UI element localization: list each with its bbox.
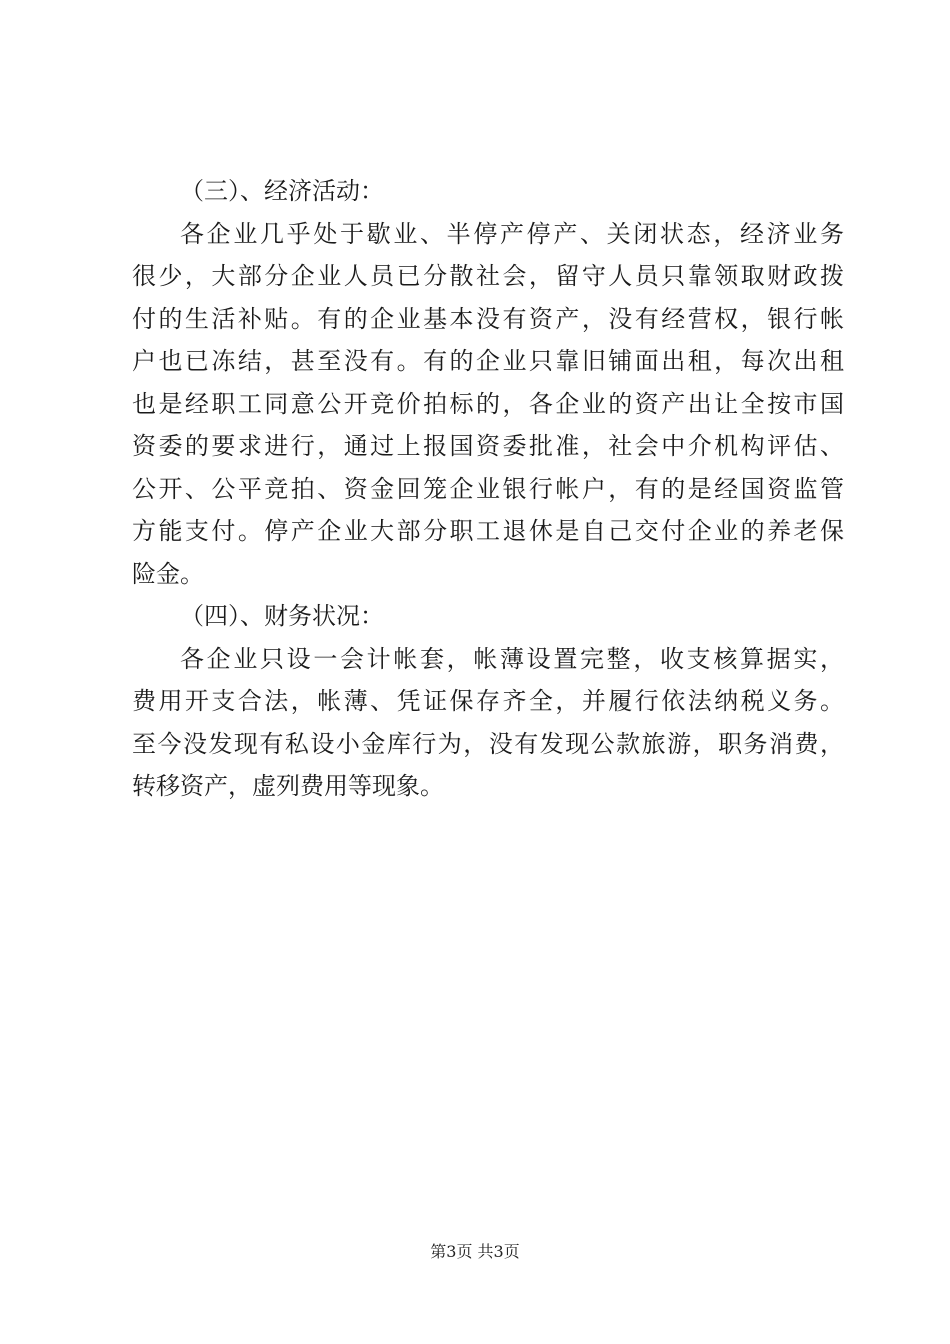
paragraph-line: 至今没发现有私设小金库行为，没有发现公款旅游，职务消费， — [132, 729, 844, 758]
paragraph-line: 方能支付。停产企业大部分职工退休是自己交付企业的养老保 — [132, 517, 844, 545]
paragraph-line: 付的生活补贴。有的企业基本没有资产，没有经营权，银行帐 — [132, 304, 844, 333]
paragraph-line: 各企业几乎处于歇业、半停产停产、关闭状态，经济业务 — [180, 219, 844, 248]
paragraph-line: 费用开支合法，帐薄、凭证保存齐全，并履行依法纳税义务。 — [132, 687, 844, 715]
section-heading-financial-status: （四）、财务状况： — [180, 602, 384, 630]
paragraph-line: 转移资产，虚列费用等现象。 — [132, 772, 444, 800]
section-heading-economic-activity: （三）、经济活动： — [180, 177, 384, 205]
paragraph-line: 也是经职工同意公开竞价拍标的，各企业的资产出让全按市国 — [132, 389, 844, 418]
paragraph-line: 很少，大部分企业人员已分散社会，留守人员只靠领取财政拨 — [132, 262, 844, 290]
document-body — [132, 170, 844, 808]
page-number-footer: 第3页 共3页 — [430, 1242, 520, 1261]
paragraph-line: 险金。 — [132, 559, 204, 588]
paragraph-line: 各企业只设一会计帐套，帐薄设置完整，收支核算据实， — [180, 644, 844, 673]
paragraph-line: 户也已冻结，甚至没有。有的企业只靠旧铺面出租，每次出租 — [132, 347, 844, 375]
paragraph-line: 公开、公平竞拍、资金回笼企业银行帐户，有的是经国资监管 — [132, 474, 844, 503]
paragraph-line: 资委的要求进行，通过上报国资委批准，社会中介机构评估、 — [132, 432, 844, 460]
